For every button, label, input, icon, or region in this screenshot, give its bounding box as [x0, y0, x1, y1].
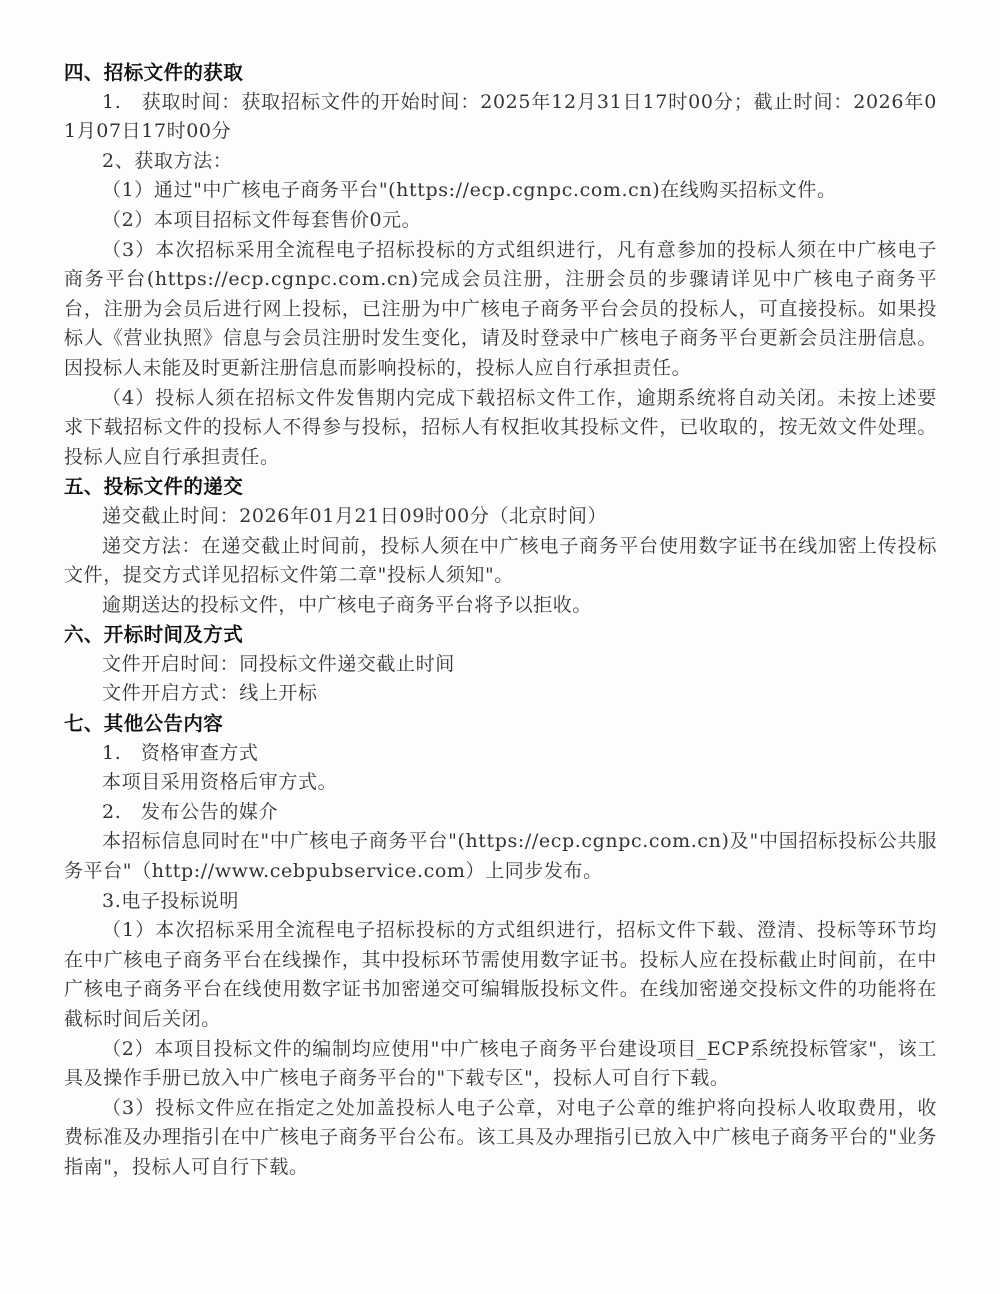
paragraph: 文件开启方式：线上开标: [102, 682, 318, 705]
paragraph: 逾期送达的投标文件，中广核电子商务平台将予以拒收。: [102, 593, 593, 616]
paragraph: 3.电子投标说明: [102, 889, 239, 912]
paragraph: 本项目采用资格后审方式。: [102, 771, 338, 794]
document-content: [64, 58, 937, 1183]
paragraph: （1）通过"中广核电子商务平台"(https://ecp.cgnpc.com.cn)在线购买招标文件。: [102, 179, 837, 202]
paragraph: 2、获取方法：: [102, 149, 233, 172]
paragraph: （3）本次招标采用全流程电子招标投标的方式组织进行，凡有意参加的投标人须在中广核电子商务平台(https://ecp.cgnpc.com.cn)完成会员注册，注册会员的步骤请详见中广核电子商务平台，注册为会员后进行网上投标，已注册为中广核电子商务平台会员的投标人，可直接投标。如果投标人《营业执照》信息与会员注册时发生变化，请及时登录中广核电子商务平台更新会员注册信息。因投标人未能及时更新注册信息而影响投标的，投标人应自行承担责任。: [64, 238, 937, 379]
paragraph: 递交截止时间：2026年01月21日09时00分（北京时间）: [102, 504, 608, 527]
paragraph: （1）本次招标采用全流程电子招标投标的方式组织进行，招标文件下载、澄清、投标等环节均在中广核电子商务平台在线操作，其中投标环节需使用数字证书。投标人应在投标截止时间前，在中广核电子商务平台在线使用数字证书加密递交可编辑版投标文件。在线加密递交投标文件的功能将在截标时间后关闭。: [64, 919, 937, 1030]
paragraph: （2）本项目招标文件每套售价0元。: [102, 208, 422, 231]
paragraph: （3）投标文件应在指定之处加盖投标人电子公章，对电子公章的维护将向投标人收取费用，收费标准及办理指引在中广核电子商务平台公布。该工具及办理指引已放入中广核电子商务平台的"业务指南"，投标人可自行下载。: [64, 1096, 937, 1178]
section-heading: 四、招标文件的获取: [64, 61, 244, 84]
paragraph: 递交方法：在递交截止时间前，投标人须在中广核电子商务平台使用数字证书在线加密上传投标文件，提交方式详见招标文件第二章"投标人须知"。: [64, 534, 937, 587]
section-heading: 五、投标文件的递交: [64, 475, 244, 499]
paragraph: （2）本项目投标文件的编制均应使用"中广核电子商务平台建设项目_ECP系统投标管家"，该工具及操作手册已放入中广核电子商务平台的"下载专区"，投标人可自行下载。: [64, 1037, 937, 1090]
paragraph: 本招标信息同时在"中广核电子商务平台"(https://ecp.cgnpc.com.cn)及"中国招标投标公共服务平台"（http://www.cebpubservice.com）上同步发布。: [64, 830, 937, 883]
paragraph: 1. 资格审查方式: [102, 741, 259, 764]
section-heading: 六、开标时间及方式: [64, 623, 244, 647]
paragraph: 1. 获取时间：获取招标文件的开始时间：2025年12月31日17时00分；截止时间：2026年01月07日17时00分: [64, 90, 937, 143]
paragraph: 2. 发布公告的媒介: [102, 800, 279, 823]
section-heading: 七、其他公告内容: [64, 712, 224, 736]
paragraph: （4）投标人须在招标文件发售期内完成下载招标文件工作，逾期系统将自动关闭。未按上述要求下载招标文件的投标人不得参与投标，招标人有权拒收其投标文件，已收取的，按无效文件处理。投标人应自行承担责任。: [64, 386, 937, 468]
paragraph: 文件开启时间：同投标文件递交截止时间: [102, 652, 455, 675]
